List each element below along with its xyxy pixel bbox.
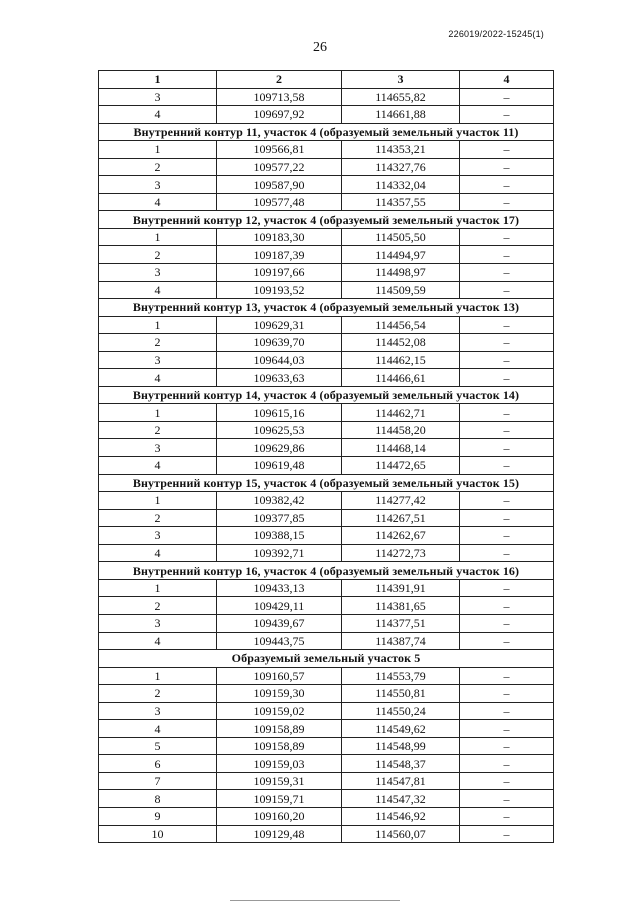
point-number-cell: 3 xyxy=(99,527,217,545)
y-coordinate-cell: 114498,97 xyxy=(342,264,460,282)
note-cell: – xyxy=(460,614,554,632)
x-coordinate-cell: 109577,22 xyxy=(217,158,342,176)
note-cell: – xyxy=(460,404,554,422)
x-coordinate-cell: 109197,66 xyxy=(217,264,342,282)
note-cell: – xyxy=(460,246,554,264)
x-coordinate-cell: 109443,75 xyxy=(217,632,342,650)
column-header-note: 4 xyxy=(460,71,554,89)
y-coordinate-cell: 114547,32 xyxy=(342,790,460,808)
section-title: Внутренний контур 16, участок 4 (образуемый земельный участок 16) xyxy=(99,562,554,580)
y-coordinate-cell: 114377,51 xyxy=(342,614,460,632)
point-number-cell: 1 xyxy=(99,141,217,159)
point-number-cell: 2 xyxy=(99,158,217,176)
table-row xyxy=(99,702,554,720)
point-number-cell: 2 xyxy=(99,685,217,703)
x-coordinate-cell: 109187,39 xyxy=(217,246,342,264)
section-title: Образуемый земельный участок 5 xyxy=(99,650,554,668)
table-row xyxy=(99,509,554,527)
point-number-cell: 4 xyxy=(99,544,217,562)
point-number-cell: 1 xyxy=(99,492,217,510)
y-coordinate-cell: 114452,08 xyxy=(342,334,460,352)
table-row xyxy=(99,685,554,703)
table-row xyxy=(99,807,554,825)
x-coordinate-cell: 109625,53 xyxy=(217,421,342,439)
note-cell: – xyxy=(460,351,554,369)
point-number-cell: 1 xyxy=(99,667,217,685)
table-row xyxy=(99,176,554,194)
note-cell: – xyxy=(460,667,554,685)
table-row xyxy=(99,720,554,738)
note-cell: – xyxy=(460,88,554,106)
note-cell: – xyxy=(460,369,554,387)
y-coordinate-cell: 114549,62 xyxy=(342,720,460,738)
y-coordinate-cell: 114332,04 xyxy=(342,176,460,194)
x-coordinate-cell: 109697,92 xyxy=(217,106,342,124)
point-number-cell: 1 xyxy=(99,316,217,334)
x-coordinate-cell: 109713,58 xyxy=(217,88,342,106)
y-coordinate-cell: 114272,73 xyxy=(342,544,460,562)
section-header-row xyxy=(99,650,554,668)
point-number-cell: 5 xyxy=(99,737,217,755)
table-header-row xyxy=(99,71,554,89)
point-number-cell: 4 xyxy=(99,632,217,650)
note-cell: – xyxy=(460,228,554,246)
table-row xyxy=(99,457,554,475)
table-row xyxy=(99,351,554,369)
x-coordinate-cell: 109193,52 xyxy=(217,281,342,299)
table-row xyxy=(99,106,554,124)
section-title: Внутренний контур 15, участок 4 (образуемый земельный участок 15) xyxy=(99,474,554,492)
note-cell: – xyxy=(460,492,554,510)
note-cell: – xyxy=(460,421,554,439)
point-number-cell: 6 xyxy=(99,755,217,773)
x-coordinate-cell: 109159,02 xyxy=(217,702,342,720)
table-row xyxy=(99,737,554,755)
note-cell: – xyxy=(460,737,554,755)
y-coordinate-cell: 114661,88 xyxy=(342,106,460,124)
x-coordinate-cell: 109159,03 xyxy=(217,755,342,773)
table-row xyxy=(99,369,554,387)
section-header-row xyxy=(99,299,554,317)
column-header-point-number: 1 xyxy=(99,71,217,89)
x-coordinate-cell: 109433,13 xyxy=(217,579,342,597)
note-cell: – xyxy=(460,755,554,773)
point-number-cell: 3 xyxy=(99,351,217,369)
table-row xyxy=(99,667,554,685)
note-cell: – xyxy=(460,702,554,720)
y-coordinate-cell: 114472,65 xyxy=(342,457,460,475)
table-row xyxy=(99,404,554,422)
x-coordinate-cell: 109159,31 xyxy=(217,772,342,790)
table-row xyxy=(99,334,554,352)
x-coordinate-cell: 109382,42 xyxy=(217,492,342,510)
x-coordinate-cell: 109577,48 xyxy=(217,193,342,211)
note-cell: – xyxy=(460,685,554,703)
note-cell: – xyxy=(460,281,554,299)
y-coordinate-cell: 114547,81 xyxy=(342,772,460,790)
point-number-cell: 4 xyxy=(99,457,217,475)
table-row xyxy=(99,825,554,843)
x-coordinate-cell: 109619,48 xyxy=(217,457,342,475)
x-coordinate-cell: 109388,15 xyxy=(217,527,342,545)
y-coordinate-cell: 114462,15 xyxy=(342,351,460,369)
x-coordinate-cell: 109629,31 xyxy=(217,316,342,334)
table-row xyxy=(99,246,554,264)
note-cell: – xyxy=(460,193,554,211)
table-row xyxy=(99,439,554,457)
x-coordinate-cell: 109439,67 xyxy=(217,614,342,632)
point-number-cell: 4 xyxy=(99,106,217,124)
table-row xyxy=(99,141,554,159)
table-row xyxy=(99,281,554,299)
point-number-cell: 1 xyxy=(99,404,217,422)
section-header-row xyxy=(99,386,554,404)
note-cell: – xyxy=(460,439,554,457)
section-header-row xyxy=(99,562,554,580)
x-coordinate-cell: 109129,48 xyxy=(217,825,342,843)
x-coordinate-cell: 109629,86 xyxy=(217,439,342,457)
section-header-row xyxy=(99,474,554,492)
x-coordinate-cell: 109160,57 xyxy=(217,667,342,685)
page-number: 26 xyxy=(313,40,327,55)
table-row xyxy=(99,492,554,510)
y-coordinate-cell: 114468,14 xyxy=(342,439,460,457)
point-number-cell: 9 xyxy=(99,807,217,825)
y-coordinate-cell: 114387,74 xyxy=(342,632,460,650)
section-title: Внутренний контур 12, участок 4 (образуемый земельный участок 17) xyxy=(99,211,554,229)
table-row xyxy=(99,193,554,211)
y-coordinate-cell: 114458,20 xyxy=(342,421,460,439)
note-cell: – xyxy=(460,772,554,790)
coordinates-table xyxy=(98,70,554,843)
y-coordinate-cell: 114494,97 xyxy=(342,246,460,264)
section-title: Внутренний контур 13, участок 4 (образуемый земельный участок 13) xyxy=(99,299,554,317)
document-number: 226019/2022-15245(1) xyxy=(448,29,544,39)
y-coordinate-cell: 114262,67 xyxy=(342,527,460,545)
table-row xyxy=(99,421,554,439)
note-cell: – xyxy=(460,544,554,562)
x-coordinate-cell: 109587,90 xyxy=(217,176,342,194)
y-coordinate-cell: 114456,54 xyxy=(342,316,460,334)
column-header-y: 3 xyxy=(342,71,460,89)
x-coordinate-cell: 109566,81 xyxy=(217,141,342,159)
table-row xyxy=(99,88,554,106)
x-coordinate-cell: 109158,89 xyxy=(217,737,342,755)
point-number-cell: 2 xyxy=(99,509,217,527)
y-coordinate-cell: 114391,91 xyxy=(342,579,460,597)
x-coordinate-cell: 109633,63 xyxy=(217,369,342,387)
point-number-cell: 8 xyxy=(99,790,217,808)
x-coordinate-cell: 109639,70 xyxy=(217,334,342,352)
table-row xyxy=(99,597,554,615)
point-number-cell: 4 xyxy=(99,281,217,299)
point-number-cell: 3 xyxy=(99,264,217,282)
section-header-row xyxy=(99,211,554,229)
y-coordinate-cell: 114267,51 xyxy=(342,509,460,527)
section-title: Внутренний контур 14, участок 4 (образуемый земельный участок 14) xyxy=(99,386,554,404)
x-coordinate-cell: 109644,03 xyxy=(217,351,342,369)
note-cell: – xyxy=(460,176,554,194)
table-row xyxy=(99,772,554,790)
y-coordinate-cell: 114357,55 xyxy=(342,193,460,211)
y-coordinate-cell: 114277,42 xyxy=(342,492,460,510)
point-number-cell: 1 xyxy=(99,228,217,246)
table-row xyxy=(99,579,554,597)
footer-divider xyxy=(230,900,400,901)
point-number-cell: 3 xyxy=(99,439,217,457)
y-coordinate-cell: 114546,92 xyxy=(342,807,460,825)
x-coordinate-cell: 109159,71 xyxy=(217,790,342,808)
table-row xyxy=(99,527,554,545)
x-coordinate-cell: 109392,71 xyxy=(217,544,342,562)
y-coordinate-cell: 114550,81 xyxy=(342,685,460,703)
y-coordinate-cell: 114353,21 xyxy=(342,141,460,159)
x-coordinate-cell: 109159,30 xyxy=(217,685,342,703)
y-coordinate-cell: 114548,99 xyxy=(342,737,460,755)
y-coordinate-cell: 114327,76 xyxy=(342,158,460,176)
note-cell: – xyxy=(460,158,554,176)
y-coordinate-cell: 114381,65 xyxy=(342,597,460,615)
point-number-cell: 7 xyxy=(99,772,217,790)
y-coordinate-cell: 114560,07 xyxy=(342,825,460,843)
point-number-cell: 2 xyxy=(99,334,217,352)
y-coordinate-cell: 114553,79 xyxy=(342,667,460,685)
note-cell: – xyxy=(460,632,554,650)
table-row xyxy=(99,316,554,334)
y-coordinate-cell: 114462,71 xyxy=(342,404,460,422)
y-coordinate-cell: 114548,37 xyxy=(342,755,460,773)
x-coordinate-cell: 109160,20 xyxy=(217,807,342,825)
table-body xyxy=(99,88,554,843)
x-coordinate-cell: 109429,11 xyxy=(217,597,342,615)
point-number-cell: 4 xyxy=(99,720,217,738)
table-row xyxy=(99,158,554,176)
x-coordinate-cell: 109158,89 xyxy=(217,720,342,738)
note-cell: – xyxy=(460,316,554,334)
y-coordinate-cell: 114550,24 xyxy=(342,702,460,720)
y-coordinate-cell: 114509,59 xyxy=(342,281,460,299)
table-row xyxy=(99,228,554,246)
point-number-cell: 2 xyxy=(99,597,217,615)
point-number-cell: 4 xyxy=(99,193,217,211)
note-cell: – xyxy=(460,579,554,597)
note-cell: – xyxy=(460,509,554,527)
point-number-cell: 4 xyxy=(99,369,217,387)
point-number-cell: 3 xyxy=(99,702,217,720)
point-number-cell: 1 xyxy=(99,579,217,597)
note-cell: – xyxy=(460,106,554,124)
note-cell: – xyxy=(460,334,554,352)
y-coordinate-cell: 114466,61 xyxy=(342,369,460,387)
y-coordinate-cell: 114655,82 xyxy=(342,88,460,106)
note-cell: – xyxy=(460,264,554,282)
note-cell: – xyxy=(460,527,554,545)
note-cell: – xyxy=(460,807,554,825)
x-coordinate-cell: 109183,30 xyxy=(217,228,342,246)
y-coordinate-cell: 114505,50 xyxy=(342,228,460,246)
section-header-row xyxy=(99,123,554,141)
note-cell: – xyxy=(460,457,554,475)
section-title: Внутренний контур 11, участок 4 (образуемый земельный участок 11) xyxy=(99,123,554,141)
note-cell: – xyxy=(460,141,554,159)
point-number-cell: 10 xyxy=(99,825,217,843)
point-number-cell: 3 xyxy=(99,88,217,106)
point-number-cell: 2 xyxy=(99,246,217,264)
column-header-x: 2 xyxy=(217,71,342,89)
table-row xyxy=(99,544,554,562)
table-row xyxy=(99,755,554,773)
table-row xyxy=(99,264,554,282)
table-row xyxy=(99,632,554,650)
table-row xyxy=(99,614,554,632)
x-coordinate-cell: 109615,16 xyxy=(217,404,342,422)
point-number-cell: 3 xyxy=(99,614,217,632)
note-cell: – xyxy=(460,720,554,738)
note-cell: – xyxy=(460,790,554,808)
x-coordinate-cell: 109377,85 xyxy=(217,509,342,527)
note-cell: – xyxy=(460,597,554,615)
table-row xyxy=(99,790,554,808)
note-cell: – xyxy=(460,825,554,843)
point-number-cell: 3 xyxy=(99,176,217,194)
point-number-cell: 2 xyxy=(99,421,217,439)
